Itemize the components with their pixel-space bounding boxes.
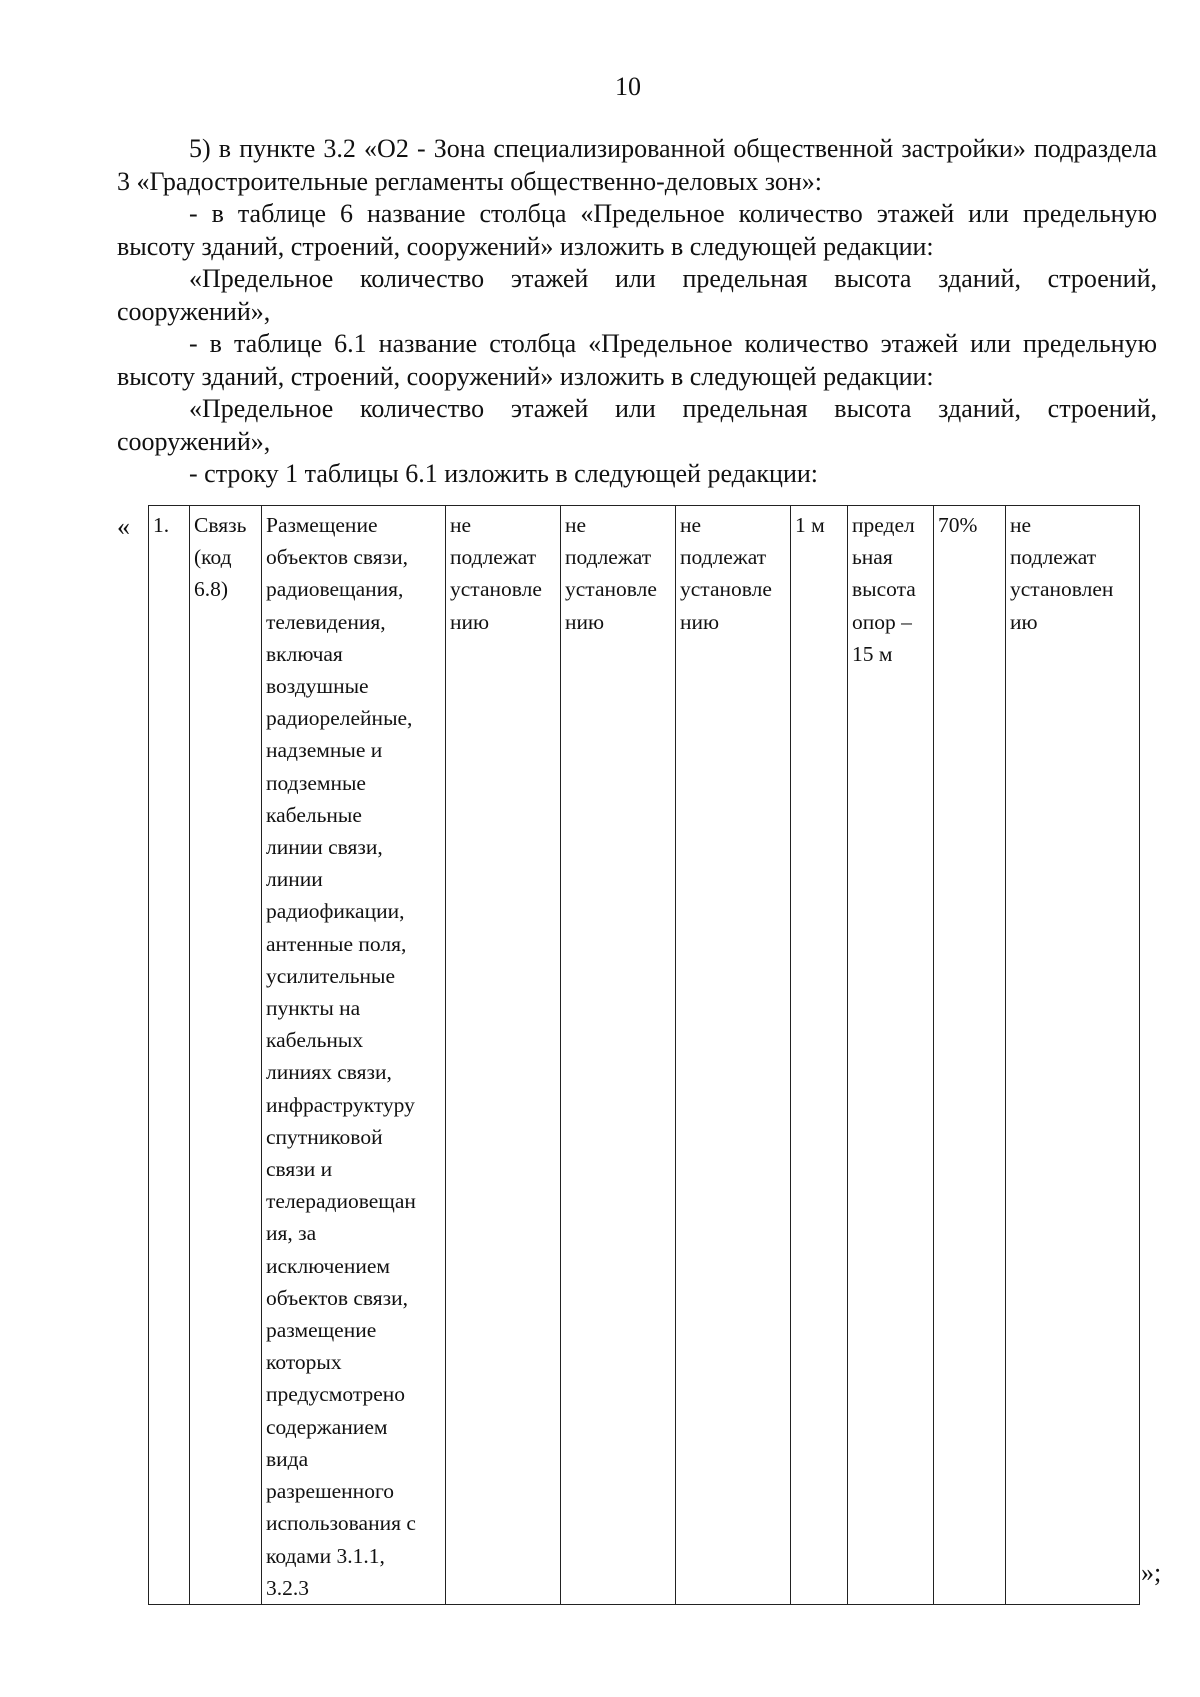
description-line: ия, за: [266, 1221, 317, 1246]
cell-row-number: 1.: [149, 506, 190, 1605]
description-line: линиях связи,: [266, 1060, 392, 1085]
description-line: подземные: [266, 770, 366, 795]
description-line: спутниковой: [266, 1124, 383, 1149]
description-line: телерадиовещан: [266, 1189, 416, 1214]
page-number: 10: [615, 72, 641, 101]
description-line: надземные и: [266, 738, 383, 763]
description-line: объектов связи,: [266, 1285, 409, 1310]
description-line: содержанием: [266, 1414, 388, 1439]
description-line: исключением: [266, 1253, 390, 1278]
cell-col-8: предел ьная высота опор – 15 м: [848, 506, 934, 1605]
cell-use-code: Связь (код 6.8): [190, 506, 262, 1605]
table-open-quote: «: [117, 512, 130, 541]
description-line: инфраструктуру: [266, 1092, 415, 1117]
description-line: радиовещания,: [266, 577, 404, 602]
table-close-quote: »;: [1141, 1558, 1162, 1587]
description-line: кодами 3.1.1,: [266, 1543, 385, 1568]
document-body: [117, 133, 1157, 491]
paragraph-table-6-new-title: «Предельное количество этажей или предельная высота зданий, строений, сооружений»,: [117, 264, 1157, 326]
description-line: антенные поля,: [266, 931, 407, 956]
description-line: радиофикации,: [266, 899, 405, 924]
description-line: Размещение: [266, 513, 378, 537]
cell-col-10: не подлежат установлен ию: [1006, 506, 1140, 1605]
description-line: включая: [266, 641, 343, 666]
cell-col-9: 70%: [934, 506, 1006, 1605]
description-line: пункты на: [266, 996, 361, 1021]
regulations-table: [148, 505, 1140, 1605]
description-line: связи и: [266, 1157, 333, 1182]
description-line: усилительные: [266, 963, 395, 988]
description-line: кабельных: [266, 1028, 364, 1053]
cell-col-4: не подлежат установле нию: [446, 506, 561, 1605]
description-line: объектов связи,: [266, 545, 409, 570]
description-line: разрешенного: [266, 1479, 394, 1504]
cell-col-7: 1 м: [791, 506, 848, 1605]
description-line: воздушные: [266, 674, 369, 699]
paragraph-table-6: - в таблице 6 название столбца «Предельное количество этажей или предельную высоту зданий, строений, сооружений» изложить в следующей редакции:: [117, 199, 1157, 261]
description-line: использования с: [266, 1511, 416, 1536]
description-line: которых: [266, 1350, 342, 1375]
description-line: радиорелейные,: [266, 706, 413, 731]
description-line: кабельные: [266, 802, 362, 827]
description-line: линии связи,: [266, 835, 383, 860]
paragraph-table-6-1: - в таблице 6.1 название столбца «Предельное количество этажей или предельную высоту зданий, строений, сооружений» изложить в следующей редакции:: [117, 329, 1157, 391]
description-line: линии: [266, 867, 323, 892]
cell-col-5: не подлежат установле нию: [561, 506, 676, 1605]
paragraph-row-1-intro: - строку 1 таблицы 6.1 изложить в следующей редакции:: [189, 459, 819, 488]
cell-col-6: не подлежат установле нию: [676, 506, 791, 1605]
description-line: размещение: [266, 1318, 377, 1343]
paragraph-table-6-1-new-title: «Предельное количество этажей или предельная высота зданий, строений, сооружений»,: [117, 394, 1157, 456]
description-line: предусмотрено: [266, 1382, 406, 1407]
description-line: телевидения,: [266, 609, 386, 634]
description-line: вида: [266, 1446, 309, 1471]
cell-use-description: [262, 506, 446, 1605]
description-line: 3.2.3: [266, 1575, 309, 1600]
paragraph-item-5: 5) в пункте 3.2 «О2 - Зона специализированной общественной застройки» подраздела 3 «Градостроительные регламенты общественно-деловых зон»:: [117, 134, 1157, 196]
table-row: [149, 506, 1140, 1605]
